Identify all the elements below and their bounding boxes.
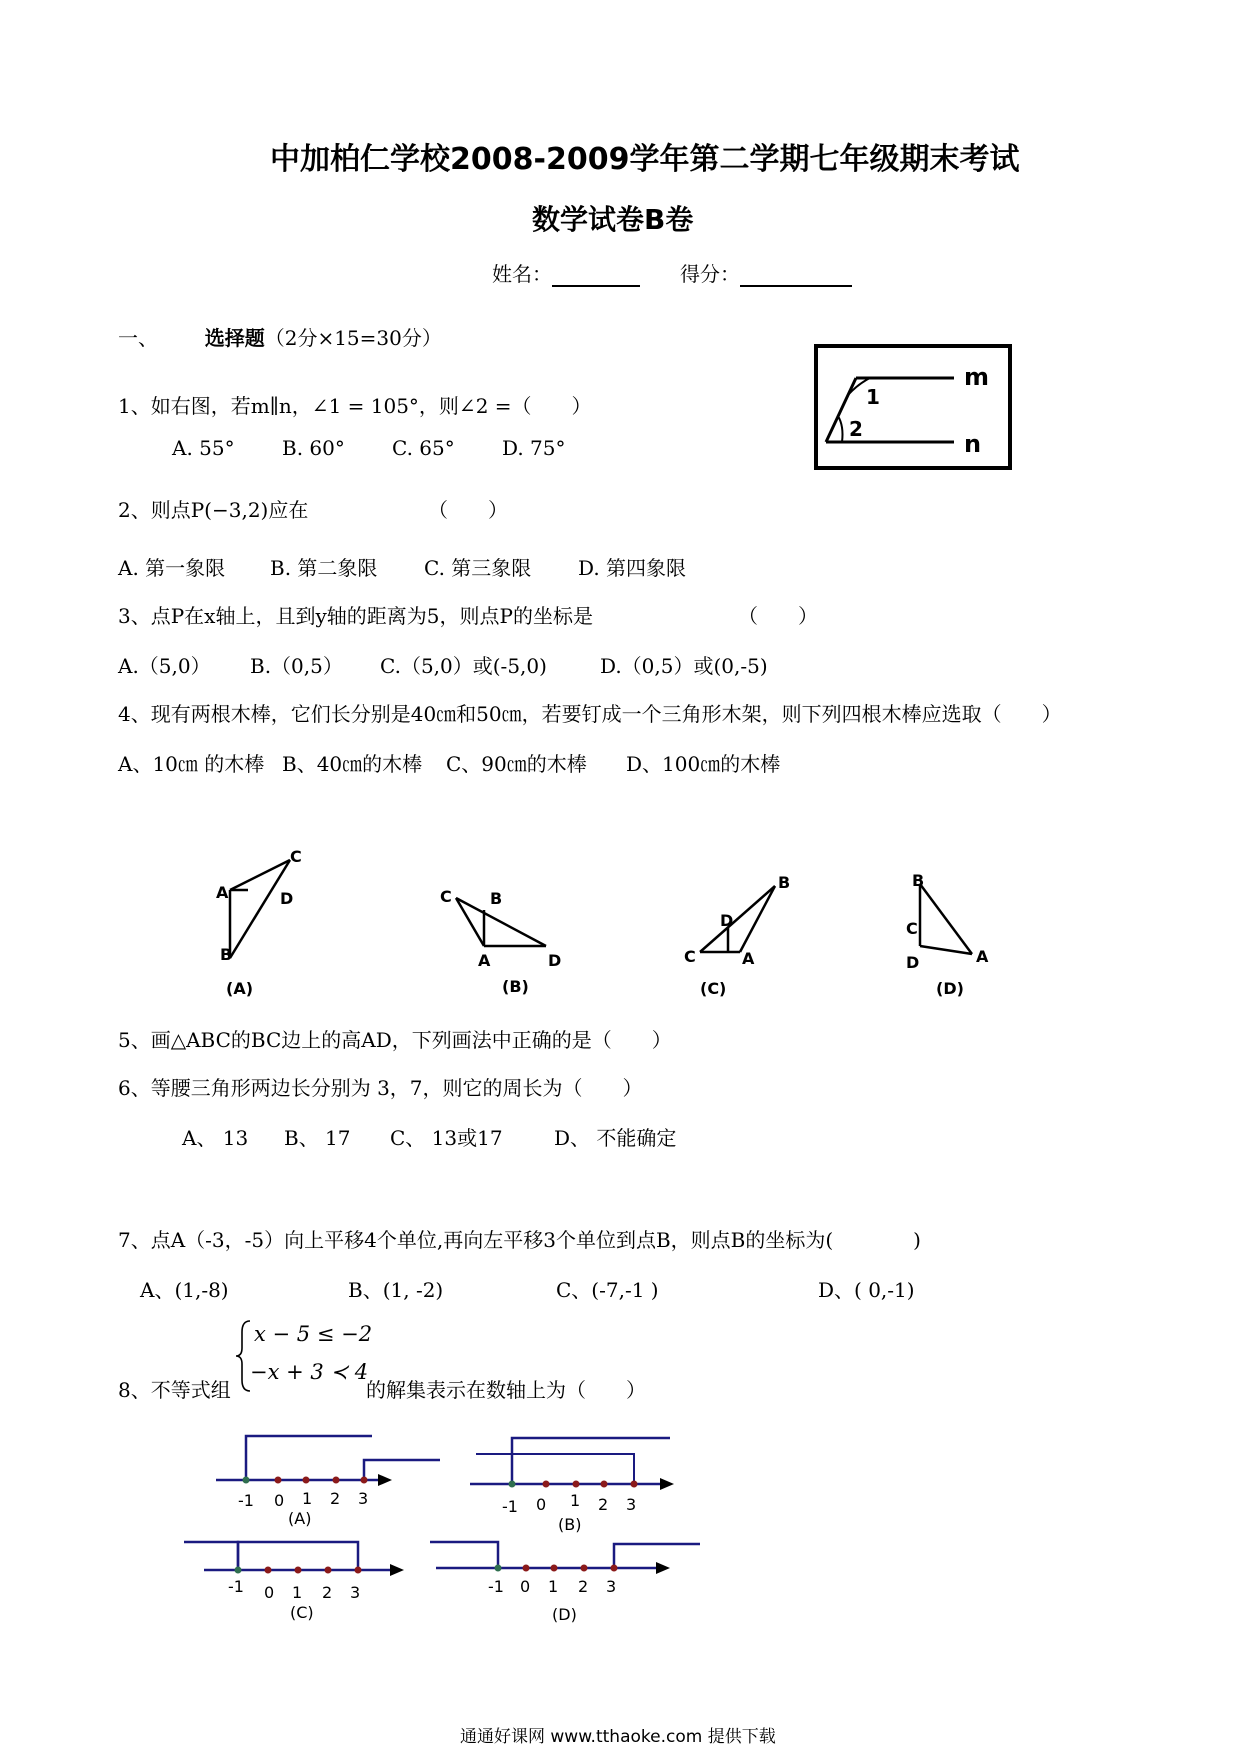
angle-2-label: 2 [849, 417, 863, 441]
svg-text:2: 2 [598, 1495, 609, 1514]
q8-number-line-figures [0, 1420, 1240, 1660]
q4-option-d: D、100㎝的木棒 [626, 752, 781, 776]
score-field [680, 258, 852, 287]
q5-figure-c [700, 886, 775, 952]
q3-option-b: B.（0,5） [250, 654, 343, 678]
svg-text:B: B [912, 871, 925, 890]
q1-options [172, 436, 566, 460]
svg-text:3: 3 [606, 1577, 617, 1596]
q1-parallel-lines-figure [814, 344, 1014, 472]
q5-triangle-figures [200, 838, 1030, 1008]
q8-label-d: (D) [552, 1605, 577, 1624]
q1-stem: 1、如右图，若m∥n，∠1 = 105°，则∠2 =（ ） [118, 394, 592, 418]
q8-inequality-1: x − 5 ≤ −2 [254, 1322, 373, 1346]
q8-label-a: (A) [288, 1509, 312, 1528]
q4-stem: 4、现有两根木棒，它们长分别是40㎝和50㎝，若要钉成一个三角形木架，则下列四根木棒应选取（ ） [118, 702, 1062, 726]
q4-option-b: B、40㎝的木棒 [282, 752, 423, 776]
svg-text:1: 1 [302, 1489, 313, 1508]
svg-text:B: B [220, 945, 233, 964]
q3-option-d: D.（0,5）或(0,-5) [600, 654, 768, 678]
q8-prefix: 8、不等式组 [118, 1378, 231, 1402]
q6-option-b: B、 17 [284, 1126, 351, 1150]
q6-option-c: C、 13或17 [390, 1126, 503, 1150]
q2-option-d: D. 第四象限 [578, 556, 687, 580]
q5-figure-d [920, 884, 972, 954]
score-blank [740, 265, 852, 287]
svg-text:B: B [490, 889, 503, 908]
svg-text:3: 3 [358, 1489, 369, 1508]
svg-text:1: 1 [292, 1583, 303, 1602]
q2-option-a: A. 第一象限 [118, 556, 226, 580]
q7-option-c: C、(-7,-1 ) [556, 1278, 659, 1302]
svg-text:1: 1 [548, 1577, 559, 1596]
svg-text:A: A [742, 949, 755, 968]
q1-option-c: C. 65° [392, 436, 455, 460]
number-line-d [430, 1542, 700, 1624]
q1-option-d: D. 75° [502, 436, 566, 460]
q8-label-b: (B) [558, 1515, 582, 1534]
svg-text:A: A [478, 951, 491, 970]
q5-figure-a [230, 860, 290, 958]
q4-option-a: A、10㎝ 的木棒 [118, 752, 265, 776]
q7-option-a: A、(1,-8) [140, 1278, 229, 1302]
q5-label-b: (B) [502, 977, 529, 996]
section-heading [118, 322, 442, 351]
name-blank [552, 265, 640, 287]
q5-label-d: (D) [936, 979, 964, 998]
q5-label-c: (C) [700, 979, 727, 998]
svg-text:C: C [440, 887, 452, 906]
svg-text:0: 0 [274, 1491, 285, 1510]
q1-option-a: A. 55° [172, 436, 235, 460]
q8-inequality-2: −x + 3 ≺ 4 [250, 1360, 369, 1384]
angle-1-label: 1 [866, 385, 880, 409]
svg-text:-1: -1 [228, 1577, 244, 1596]
q8-label-c: (C) [290, 1603, 314, 1622]
svg-text:D: D [720, 911, 734, 930]
svg-text:C: C [684, 947, 696, 966]
svg-text:D: D [280, 889, 294, 908]
q7-option-d: D、( 0,-1) [818, 1278, 915, 1302]
exam-subtitle: 数学试卷B卷 [532, 203, 694, 236]
section-points: （2分×15=30分） [264, 326, 442, 350]
svg-text:A: A [216, 883, 229, 902]
svg-text:2: 2 [578, 1577, 589, 1596]
q3-options [118, 650, 768, 679]
svg-text:D: D [906, 953, 920, 972]
svg-text:3: 3 [350, 1583, 361, 1602]
svg-text:C: C [290, 847, 302, 866]
q5-stem: 5、画△ABC的BC边上的高AD，下列画法中正确的是（ ） [118, 1028, 672, 1052]
number-line-a [216, 1436, 440, 1528]
score-label: 得分： [680, 262, 740, 286]
line-n-label: n [964, 430, 982, 458]
svg-text:2: 2 [322, 1583, 333, 1602]
q2-option-b: B. 第二象限 [270, 556, 378, 580]
footer-source: 通通好课网 www.tthaoke.com 提供下载 [460, 1727, 776, 1747]
q5-label-a: (A) [226, 979, 254, 998]
svg-text:0: 0 [536, 1495, 547, 1514]
number-line-b [470, 1438, 674, 1534]
q8-suffix: 的解集表示在数轴上为（ ） [366, 1378, 646, 1402]
q6-stem: 6、等腰三角形两边长分别为 3，7，则它的周长为（ ） [118, 1076, 643, 1100]
exam-title: 中加柏仁学校2008-2009学年第二学期七年级期末考试 [270, 142, 1020, 177]
q6-option-d: D、 不能确定 [554, 1126, 677, 1150]
svg-text:B: B [778, 873, 791, 892]
svg-text:-1: -1 [488, 1577, 504, 1596]
svg-text:0: 0 [264, 1583, 275, 1602]
q3-option-a: A.（5,0） [118, 654, 211, 678]
section-number: 一、 [118, 326, 158, 350]
q3-stem: 3、点P在x轴上，且到y轴的距离为5，则点P的坐标是 [118, 604, 593, 628]
q1-option-b: B. 60° [282, 436, 345, 460]
q6-option-a: A、 13 [182, 1126, 249, 1150]
q7-options [140, 1274, 915, 1303]
svg-text:2: 2 [330, 1489, 341, 1508]
q6-options [182, 1122, 676, 1151]
q2-options [118, 552, 686, 581]
name-label: 姓名： [492, 262, 552, 286]
svg-text:-1: -1 [502, 1497, 518, 1516]
q2-stem: 2、则点P(−3,2)应在 [118, 498, 309, 522]
svg-text:1: 1 [570, 1491, 581, 1510]
name-field [492, 258, 640, 287]
number-line-c [184, 1542, 404, 1622]
section-name: 选择题 [204, 326, 265, 350]
svg-text:-1: -1 [238, 1491, 254, 1510]
q7-option-b: B、(1, -2) [348, 1278, 444, 1302]
q4-option-c: C、90㎝的木棒 [446, 752, 587, 776]
svg-text:A: A [976, 947, 989, 966]
svg-text:0: 0 [520, 1577, 531, 1596]
svg-text:D: D [548, 951, 562, 970]
svg-text:C: C [906, 919, 918, 938]
q2-answer-paren: （ ） [428, 498, 508, 522]
q7-stem: 7、点A（-3，-5）向上平移4个单位,再向左平移3个单位到点B，则点B的坐标为( ) [118, 1228, 921, 1252]
q2-option-c: C. 第三象限 [424, 556, 532, 580]
q3-option-c: C.（5,0）或(-5,0) [380, 654, 547, 678]
svg-text:3: 3 [626, 1495, 637, 1514]
line-m-label: m [964, 363, 990, 391]
q3-answer-paren: （ ） [738, 604, 818, 628]
q4-options [118, 748, 780, 777]
